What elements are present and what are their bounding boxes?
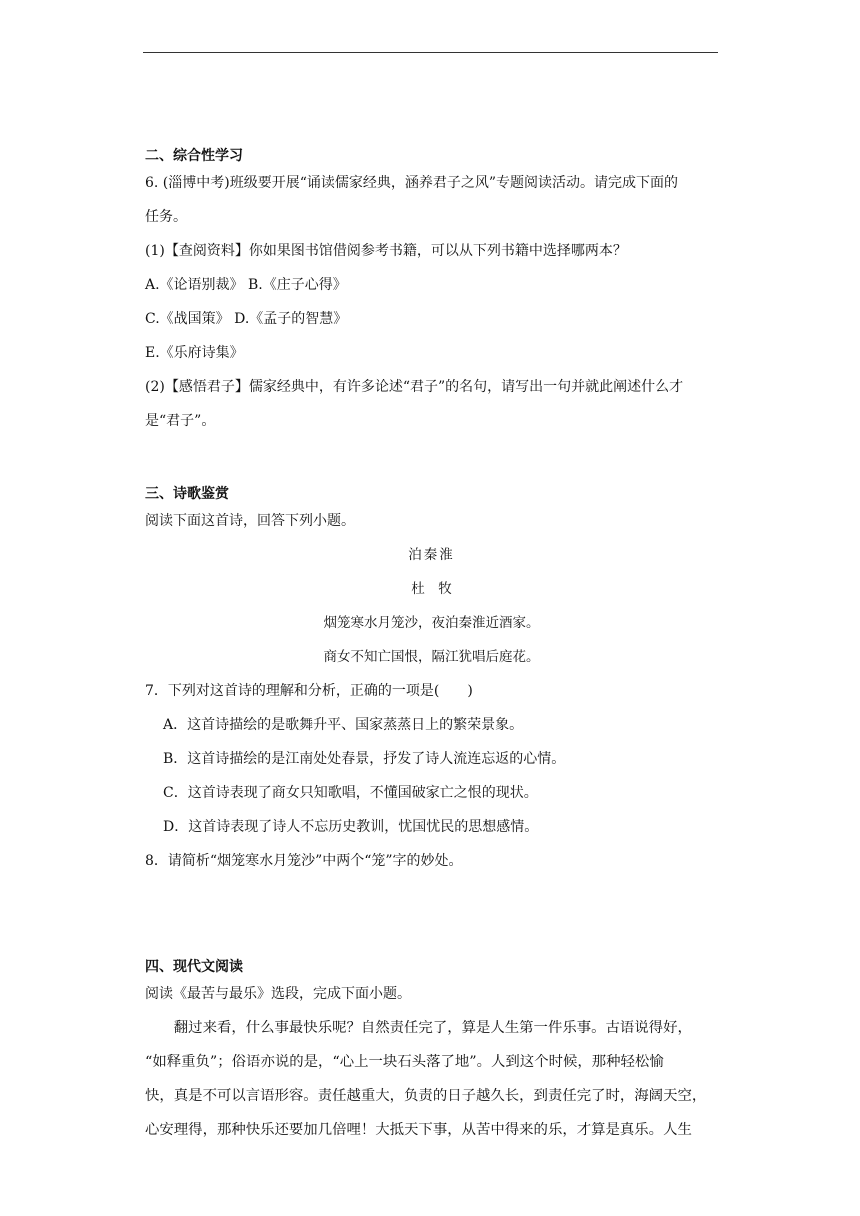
section-heading-poetry: 三、诗歌鉴赏 (145, 486, 229, 502)
poem-title: 泊秦淮 (408, 547, 455, 563)
passage-line-2: “如释重负”；俗语亦说的是，“心上一块石头落了地”。人到这个时候，那种轻松愉 (145, 1054, 664, 1070)
question-6-2-line-2: 是“君子”。 (145, 413, 216, 429)
question-6-line-1: 6. (淄博中考)班级要开展“诵读儒家经典，涵养君子之风”专题阅读活动。请完成下面的 (145, 175, 679, 191)
passage-line-4: 心安理得，那种快乐还要加几倍哩！大抵天下事，从苦中得来的乐，才算是真乐。人生 (145, 1122, 692, 1138)
book-options-e: E.《乐府诗集》 (145, 345, 244, 361)
poem-author: 杜 牧 (411, 581, 452, 597)
passage-line-1: 翻过来看，什么事最快乐呢？自然责任完了，算是人生第一件乐事。古语说得好， (145, 1020, 692, 1036)
question-7-option-d: D．这首诗表现了诗人不忘历史教训，忧国忧民的思想感情。 (163, 819, 539, 835)
section-heading-modern-reading: 四、现代文阅读 (145, 959, 243, 975)
question-8: 8．请简析“烟笼寒水月笼沙”中两个“笼”字的妙处。 (145, 853, 463, 869)
question-6-1: (1)【查阅资料】你如果图书馆借阅参考书籍，可以从下列书籍中选择哪两本？ (145, 243, 627, 259)
book-options-ab: A.《论语别裁》 B.《庄子心得》 (145, 277, 347, 293)
question-7: 7．下列对这首诗的理解和分析，正确的一项是( ) (145, 683, 473, 699)
book-options-cd: C.《战国策》 D.《孟子的智慧》 (145, 311, 348, 327)
passage-line-3: 快，真是不可以言语形容。责任越重大，负责的日子越久长，到责任完了时，海阔天空， (145, 1088, 707, 1104)
question-7-option-b: B．这首诗描绘的是江南处处春景，抒发了诗人流连忘返的心情。 (163, 751, 566, 767)
question-6-2-line-1: (2)【感悟君子】儒家经典中，有许多论述“君子”的名句，请写出一句并就此阐述什么才 (145, 379, 684, 395)
section-heading-comprehensive: 二、综合性学习 (145, 148, 243, 164)
header-rule (143, 52, 718, 53)
poem-line-1: 烟笼寒水月笼沙，夜泊秦淮近酒家。 (323, 615, 540, 631)
poem-line-2: 商女不知亡国恨，隔江犹唱后庭花。 (323, 649, 540, 665)
question-7-option-c: C．这首诗表现了商女只知歌唱，不懂国破家亡之恨的现状。 (163, 785, 538, 801)
question-6-line-2: 任务。 (145, 209, 187, 225)
poetry-intro: 阅读下面这首诗，回答下列小题。 (145, 513, 355, 529)
modern-reading-intro: 阅读《最苦与最乐》选段，完成下面小题。 (145, 986, 411, 1002)
question-7-option-a: A．这首诗描绘的是歌舞升平、国家蒸蒸日上的繁荣景象。 (163, 717, 524, 733)
